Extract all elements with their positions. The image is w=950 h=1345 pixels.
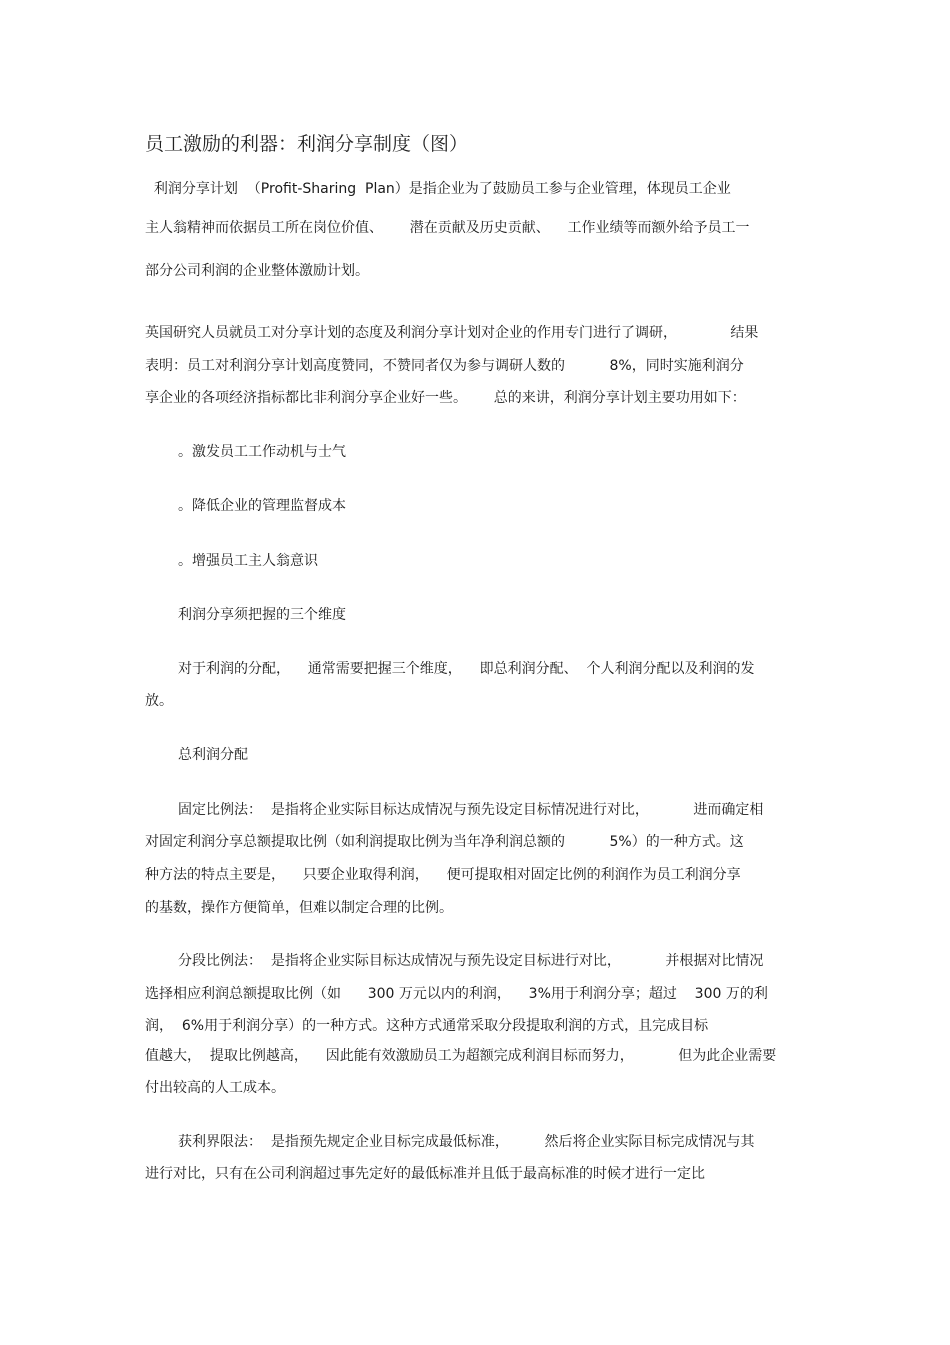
intro-line-3: 部分公司利润的企业整体激励计划。 [145,263,369,279]
dimensions-line-1: 对于利润的分配， 通常需要把握三个维度， 即总利润分配、 个人利润分配以及利润的发 [178,661,755,677]
benefit-item-1: 。激发员工工作动机与士气 [178,444,346,460]
benefit-item-2: 。降低企业的管理监督成本 [178,498,346,514]
segmented-ratio-line-1: 分段比例法： 是指将企业实际目标达成情况与预先设定目标进行对比， 并根据对比情况 [178,953,764,969]
research-line-2: 表明：员工对利润分享计划高度赞同，不赞同者仅为参与调研人数的 8%，同时实施利润分 [145,358,744,374]
fixed-ratio-line-1: 固定比例法： 是指将企业实际目标达成情况与预先设定目标情况进行对比， 进而确定相 [178,802,764,818]
segmented-ratio-line-4: 值越大， 提取比例越高， 因此能有效激励员工为超额完成利润目标而努力， 但为此企业需要 [145,1048,777,1064]
fixed-ratio-line-3: 种方法的特点主要是， 只要企业取得利润， 便可提取相对固定比例的利润作为员工利润分享 [145,867,741,883]
benefit-item-3: 。增强员工主人翁意识 [178,553,318,569]
fixed-ratio-line-4: 的基数，操作方便简单，但难以制定合理的比例。 [145,900,453,916]
profit-limit-line-1: 获利界限法： 是指预先规定企业目标完成最低标准， 然后将企业实际目标完成情况与其 [178,1134,755,1150]
section-heading-total-profit: 总利润分配 [178,747,248,763]
page-title: 员工激励的利器：利润分享制度（图） [145,133,469,155]
research-line-1: 英国研究人员就员工对分享计划的态度及利润分享计划对企业的作用专门进行了调研， 结果 [145,325,759,341]
research-line-3: 享企业的各项经济指标都比非利润分享企业好一些。 总的来讲，利润分享计划主要功用如下： [145,390,746,406]
fixed-ratio-line-2: 对固定利润分享总额提取比例（如利润提取比例为当年净利润总额的 5%）的一种方式。这 [145,834,744,850]
segmented-ratio-line-2: 选择相应利润总额提取比例（如 300 万元以内的利润， 3%用于利润分享；超过 300 万的利 [145,986,768,1002]
segmented-ratio-line-3: 润， 6%用于利润分享）的一种方式。这种方式通常采取分段提取利润的方式，且完成目标 [145,1018,709,1034]
profit-limit-line-2: 进行对比，只有在公司利润超过事先定好的最低标准并且低于最高标准的时候才进行一定比 [145,1166,705,1182]
segmented-ratio-line-5: 付出较高的人工成本。 [145,1080,285,1096]
intro-line-1: 利润分享计划 （Profit-Sharing Plan）是指企业为了鼓励员工参与企业管理，体现员工企业 [145,181,731,197]
dimensions-line-2: 放。 [145,693,173,709]
section-heading-dimensions: 利润分享须把握的三个维度 [178,607,346,623]
intro-line-2: 主人翁精神而依据员工所在岗位价值、 潜在贡献及历史贡献、 工作业绩等而额外给予员工一 [145,220,750,236]
